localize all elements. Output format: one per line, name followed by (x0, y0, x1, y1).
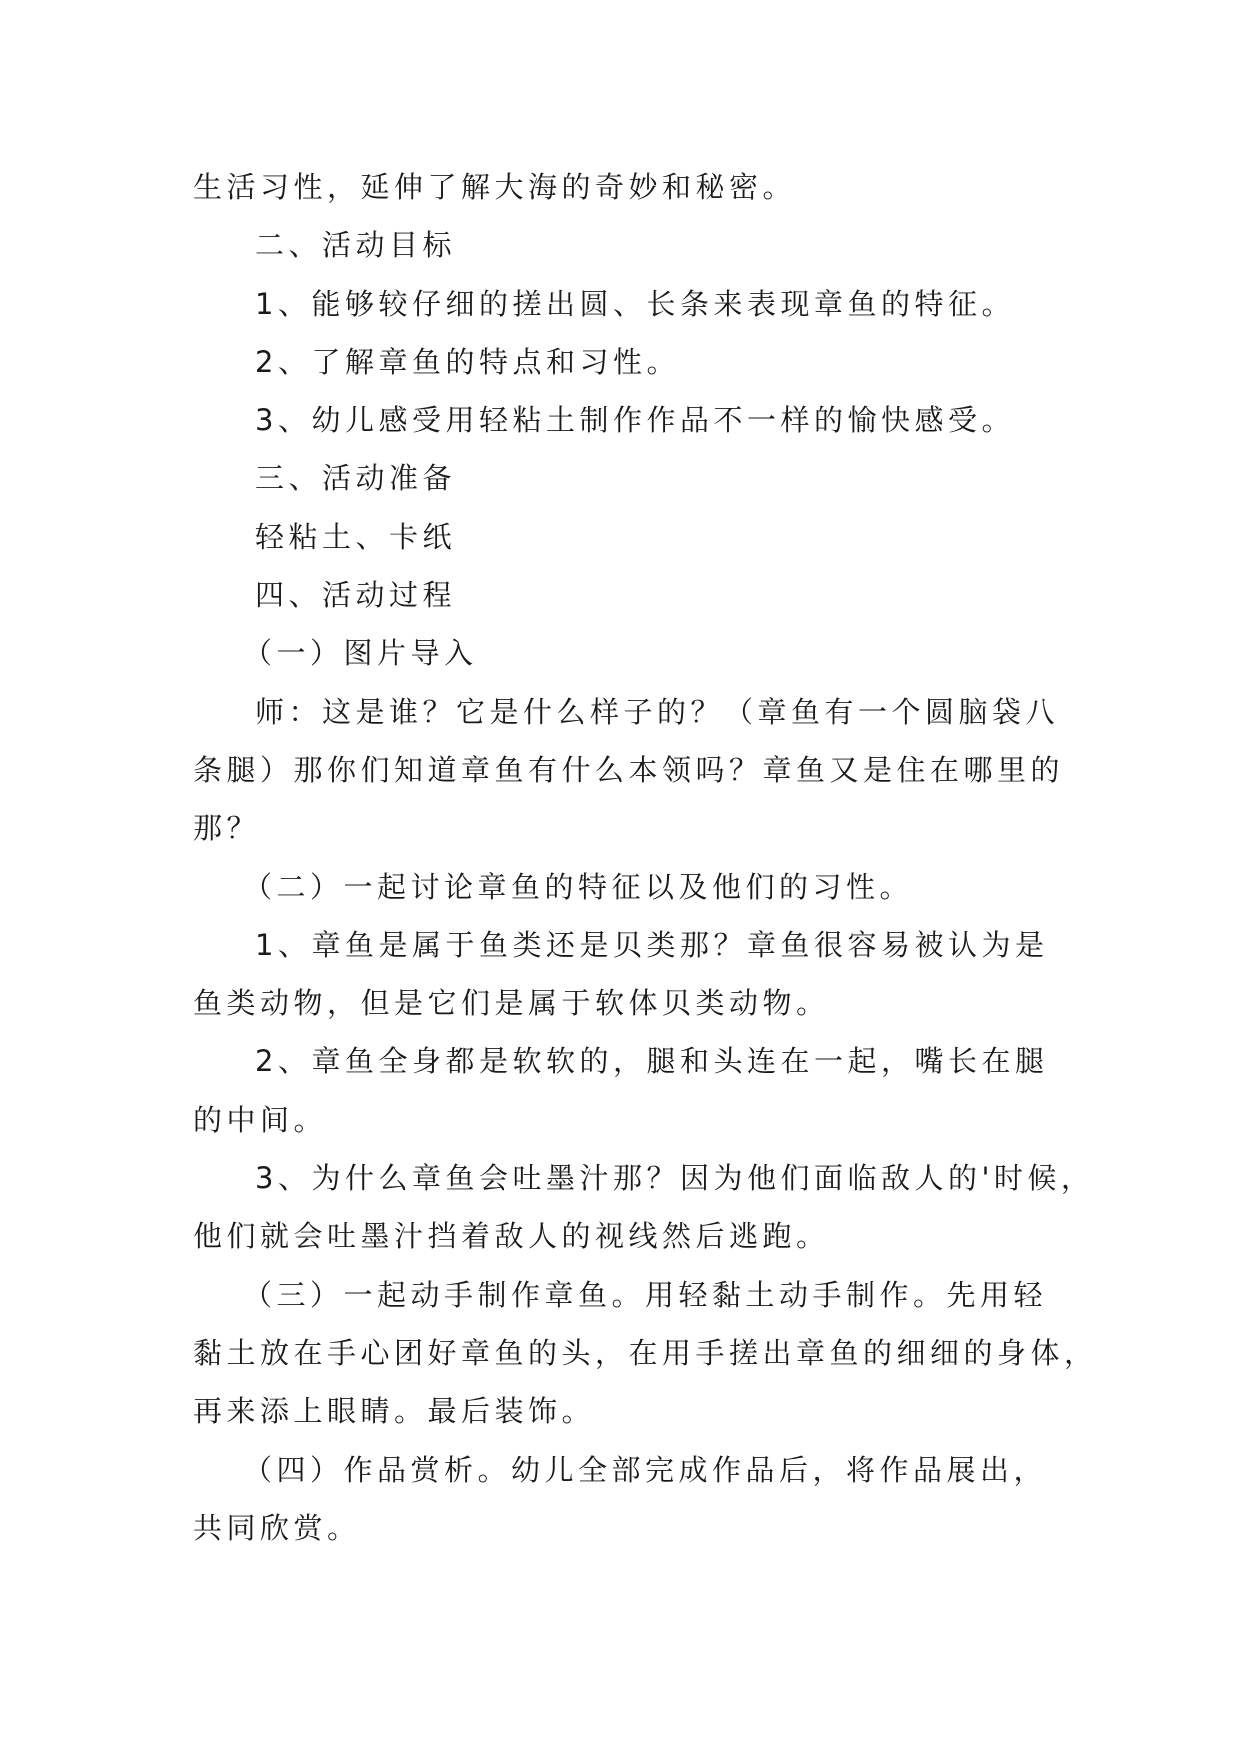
document-body (193, 158, 1098, 1557)
list-item: 1、能够较仔细的搓出圆、长条来表现章鱼的特征。 (255, 286, 1015, 321)
paragraph-line: 那？ (193, 811, 261, 846)
paragraph-line: 鱼类动物，但是它们是属于软体贝类动物。 (193, 986, 830, 1021)
section-heading-preparation: 三、活动准备 (255, 461, 457, 496)
list-item: 2、章鱼全身都是软软的，腿和头连在一起，嘴长在腿 (255, 1044, 1049, 1079)
section-heading-objectives: 二、活动目标 (255, 228, 457, 263)
paragraph-line: 共同欣赏。 (193, 1510, 361, 1545)
paragraph-line: 他们就会吐墨汁挡着敌人的视线然后逃跑。 (193, 1219, 830, 1254)
list-item: 2、了解章鱼的特点和习性。 (255, 344, 680, 379)
subsection-heading: （三）一起动手制作章鱼。用轻黏土动手制作。先用轻 (243, 1277, 1048, 1312)
subsection-heading: （四）作品赏析。幼儿全部完成作品后，将作品展出， (243, 1452, 1048, 1487)
paragraph-line: 再来添上眼睛。最后装饰。 (193, 1394, 596, 1429)
paragraph-line: 师：这是谁？它是什么样子的？（章鱼有一个圆脑袋八 (255, 694, 1060, 729)
paragraph-line: 生活习性，延伸了解大海的奇妙和秘密。 (193, 170, 797, 204)
subsection-heading: （一）图片导入 (243, 636, 478, 671)
paragraph-line: 的中间。 (193, 1102, 328, 1137)
section-heading-process: 四、活动过程 (255, 578, 457, 613)
list-item: 3、为什么章鱼会吐墨汁那？因为他们面临敌人的'时候， (255, 1161, 1095, 1196)
subsection-heading: （二）一起讨论章鱼的特征以及他们的习性。 (243, 869, 914, 904)
list-item: 3、幼儿感受用轻粘土制作作品不一样的愉快感受。 (255, 403, 1015, 438)
paragraph-line: 轻粘土、卡纸 (255, 519, 457, 554)
paragraph-line: 条腿）那你们知道章鱼有什么本领吗？章鱼又是住在哪里的 (193, 752, 1065, 787)
paragraph-line: 黏土放在手心团好章鱼的头，在用手搓出章鱼的细细的身体， (193, 1335, 1098, 1370)
list-item: 1、章鱼是属于鱼类还是贝类那？章鱼很容易被认为是 (255, 927, 1049, 962)
